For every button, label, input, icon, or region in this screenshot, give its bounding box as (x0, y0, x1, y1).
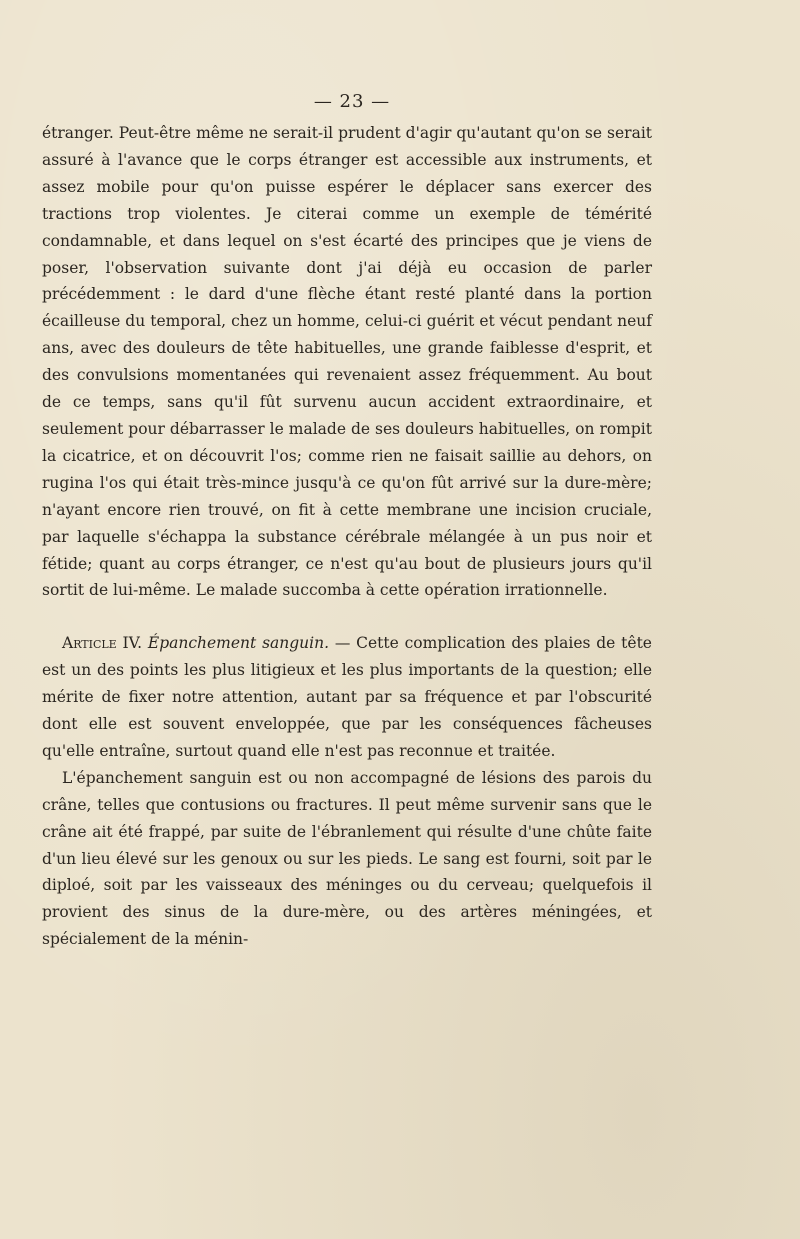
article-title: Épanchement sanguin. (147, 634, 330, 653)
paragraph-hemorrhage-sources: L'épanchement sanguin est ou non accompagné de lésions des parois du crâne, telles que contusions ou fractures. Il peut même survenir sans que le crâne ait été frappé, par suite de l'ébranlement qui résulte d'une chûte faite d'un lieu élevé sur les genoux ou sur les pieds. Le sang est fourni, soit par le diploé, soit par les vaisseaux des méninges ou du cerveau; quelquefois il provient des sinus de la dure-mère, ou des artères méningées, et spécialement de la ménin- (42, 768, 652, 949)
paragraph-article-iv (42, 630, 652, 765)
section-gap (42, 604, 652, 630)
article-intro-text: — Cette complication des plaies de tête est un des points les plus litigieux et les plus importants de la question; elle mérite de fixer notre attention, autant par sa fréquence et par l'obscurité dont elle est souvent enveloppée, que par les conséquences fâcheuses qu'elle entraîne, surtout quand elle n'est pas reconnue et traitée. (42, 634, 652, 760)
paragraph-foreign-body: étranger. Peut-être même ne serait-il prudent d'agir qu'autant qu'on se serait assuré à l'avance que le corps étranger est accessible aux instruments, et assez mobile pour qu'on puisse espérer le déplacer sans exercer des tractions trop violentes. Je citerai comme un exemple de témérité condamnable, et dans lequel on s'est écarté des principes que je viens de poser, l'observation suivante dont j'ai déjà eu occasion de parler précédemment : le dard d'une flèche étant resté planté dans la portion écailleuse du temporal, chez un homme, celui-ci guérit et vécut pendant neuf ans, avec des douleurs de tête habituelles, une grande faiblesse d'esprit, et des convulsions momentanées qui revenaient assez fréquemment. Au bout de ce temps, sans qu'il fût survenu aucun accident extraordinaire, et seulement pour débarrasser le malade de ses douleurs habituelles, on rompit la cicatrice, et on découvrit l'os; comme rien ne faisait saillie au dehors, on rugina l'os qui était très-mince jusqu'à ce qu'on fût arrivé sur la dure-mère; n'ayant encore rien trouvé, on fit à cette membrane une incision cruciale, par laquelle s'échappa la substance cérébrale mélangée à un pus noir et fétide; quant au corps étranger, ce n'est qu'au bout de plusieurs jours qu'il sortit de lui-même. Le malade succomba à cette opération irrationnelle. (42, 124, 652, 600)
page-number: — 23 — (313, 91, 391, 112)
document-page (42, 88, 652, 953)
article-label: Article IV. (62, 634, 143, 653)
